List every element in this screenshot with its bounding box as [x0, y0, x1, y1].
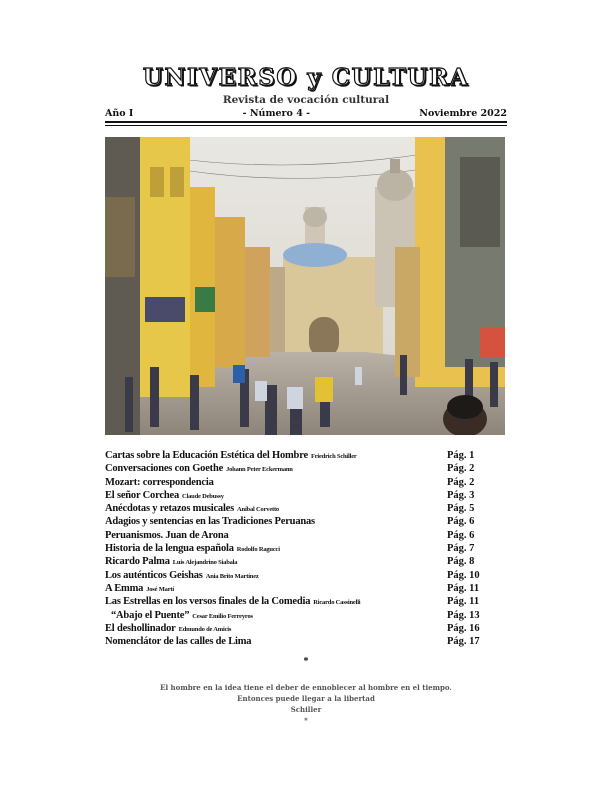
toc-title: A Emma [105, 582, 144, 594]
toc-page-number: Pág. 7 [447, 543, 475, 555]
toc-title: El deshollinador [105, 622, 176, 634]
toc-row [105, 595, 507, 608]
toc-row [105, 529, 507, 542]
toc-author: Friedrich Schiller [310, 453, 357, 460]
toc-page-number: Pág. 11 [447, 582, 480, 594]
toc-page-number: Pág. 8 [447, 556, 475, 568]
toc-title: Historia de la lengua española [105, 543, 234, 555]
toc-author: José Martí [146, 585, 174, 593]
masthead [105, 64, 507, 106]
toc-entry [105, 462, 293, 475]
toc-row [105, 582, 507, 595]
toc-author: Edmundo de Amicis [178, 625, 232, 633]
toc-row [105, 462, 507, 475]
toc-entry [105, 502, 279, 515]
toc-entry [105, 555, 237, 568]
toc-title: Adagios y sentencias en las Tradiciones Peruanas [105, 516, 315, 528]
toc-entry [105, 569, 259, 582]
toc-title: Cartas sobre la Educación Estética del Hombre [105, 450, 308, 461]
toc-entry [105, 489, 224, 502]
toc-page-number: Pág. 6 [447, 529, 475, 541]
toc-row [105, 635, 507, 648]
separator-star: * [303, 656, 309, 667]
toc-page-number: Pág. 16 [447, 622, 480, 634]
toc-author: Luis Alejandrino Siabala [172, 559, 238, 567]
toc-page-number: Pág. 17 [447, 636, 480, 648]
toc-entry [105, 515, 315, 528]
toc-row [105, 489, 507, 502]
toc-entry [105, 635, 251, 648]
cover-photo [105, 137, 505, 435]
toc-page-number: Pág. 5 [447, 503, 475, 515]
toc-row [105, 555, 507, 568]
quote-author: Schiller [290, 705, 322, 714]
toc-author: Ania Brito Martínez [205, 572, 259, 580]
toc-page-number: Pág. 13 [447, 609, 480, 621]
toc-page-number: Pág. 2 [447, 476, 475, 488]
toc-page-number: Pág. 2 [447, 463, 475, 475]
street-photo-image [105, 137, 505, 435]
toc-entry [105, 622, 231, 635]
toc-title: Anécdotas y retazos musicales [105, 503, 235, 515]
toc-author: Rodolfo Ragucci [236, 546, 280, 554]
toc-row [105, 569, 507, 582]
quote-line-1: El hombre en la idea tiene el deber de ennoblecer al hombre en el tiempo. [160, 683, 452, 692]
toc-author: Johann Peter Eckermann [226, 466, 293, 474]
toc-entry [105, 449, 357, 462]
toc-title: “Abajo el Puente” [111, 609, 190, 621]
table-of-contents [105, 449, 507, 648]
issue-info [105, 108, 507, 119]
toc-title: El señor Corchea [105, 489, 179, 501]
toc-page-number: Pág. 1 [447, 450, 475, 461]
toc-title: Conversaciones con Goethe [105, 463, 224, 475]
toc-row [105, 502, 507, 515]
toc-page-number: Pág. 3 [447, 489, 475, 501]
toc-author: Claude Debussy [182, 492, 224, 500]
issue-number: - Número 4 - [242, 108, 311, 119]
toc-entry [105, 529, 229, 542]
epigraph [105, 682, 507, 726]
toc-entry [105, 582, 174, 595]
toc-author: Ricardo Cassinelli [313, 599, 361, 607]
toc-row [105, 515, 507, 528]
toc-row [105, 609, 507, 622]
toc-page-number: Pág. 10 [447, 569, 480, 581]
magazine-subtitle: Revista de vocación cultural [222, 94, 390, 106]
toc-page-number: Pág. 6 [447, 516, 475, 528]
toc-row [105, 542, 507, 555]
issue-date: Noviembre 2022 [419, 108, 507, 119]
toc-entry [105, 542, 280, 555]
header-rule-thick [105, 121, 507, 123]
toc-row [105, 449, 507, 462]
quote-end-star: * [304, 716, 308, 725]
toc-page-number: Pág. 11 [447, 596, 480, 608]
toc-title: Peruanismos. Juan de Arona [105, 529, 229, 541]
toc-row [105, 476, 507, 489]
toc-title: Mozart: correspondencia [105, 476, 214, 488]
toc-title: Los auténticos Geishas [105, 569, 203, 581]
toc-entry [105, 476, 214, 489]
toc-author: Cesar Emilio Ferreyros [192, 612, 253, 620]
toc-title: Ricardo Palma [105, 556, 170, 568]
toc-row [105, 622, 507, 635]
toc-entry [105, 609, 253, 622]
quote-line-2: Entonces puede llegar a la libertad [237, 694, 375, 703]
toc-title: Nomenclátor de las calles de Lima [105, 636, 252, 648]
toc-title: Las Estrellas en los versos finales de la Comedia [105, 596, 311, 608]
toc-entry [105, 595, 360, 608]
toc-author: Aníbal Corvetto [237, 506, 279, 514]
header-rule-thin [105, 125, 507, 126]
magazine-title: UNIVERSO y CULTURA [142, 64, 470, 91]
issue-year: Año I [105, 108, 134, 119]
